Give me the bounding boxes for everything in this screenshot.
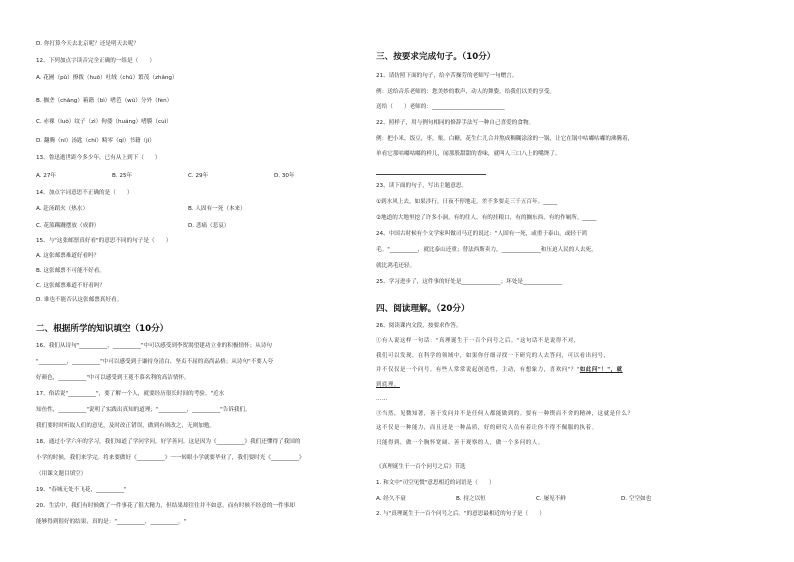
passage-p1-line-1: ①有人说这样一句话："真理诞生于一百个问号之后。"这句话不是说得不对， bbox=[376, 338, 580, 344]
q13-option-c: C. 29年 bbox=[188, 173, 209, 179]
q14-option-a: A. 赴汤蹈火（热水） bbox=[36, 206, 89, 212]
q26-stem: 26、阅读课内文段，按要求作答。 bbox=[376, 323, 462, 329]
q24-line-2: 毛。"__________，就比泰山还重；替法西斯卖力，______________和压迫人民的人去死， bbox=[376, 247, 597, 253]
q12-option-b: B. 搁垄（chǎng）箱籍（bì）嗜芭（wù）分外（fèn） bbox=[36, 98, 173, 104]
q15-option-b: B. 这张邮票不可能不好看。 bbox=[36, 268, 105, 274]
q21-example: 例：送给音乐老师的：您美妙的歌声，动人的舞姿，给我们以美的享受。 bbox=[376, 89, 556, 95]
q22-example-line-2: 单看它那咕嘟咕嘟的样儿，闻那股甜甜的香味，就叫人三口八上的嘴馋了。 bbox=[376, 151, 561, 157]
passage-p1-line-3-underlined: 如此问"！"，就 bbox=[579, 367, 623, 373]
passage-p1-line-4: 到底理。 bbox=[376, 381, 400, 388]
q22-answer-rule bbox=[376, 174, 486, 175]
q14-option-b: B. 人固有一死（本来） bbox=[188, 206, 246, 212]
q26-sub-1-option-c: C. 屡见不鲜 bbox=[536, 496, 566, 502]
q14-stem: 14、加点字词意思不正确的是（ ） bbox=[36, 190, 133, 196]
q26-sub-2-stem: 2. 与"真理诞生于一百个问号之后。"的意思最相近的句子是（ ） bbox=[376, 511, 545, 517]
q13-option-a: A. 27年 bbox=[36, 173, 56, 179]
q13-stem: 13、鲁迅逝世距今多少年，已有从上到下（ ） bbox=[36, 155, 161, 161]
q12-stem: 12、下列加点字读音完全正确的一组是（ ） bbox=[36, 58, 155, 64]
q22-stem: 22、照样子，用与例句相同的修辞手法写一种自己喜爱的食物。 bbox=[376, 120, 535, 126]
q15-option-a: A. 这张邮票难道好看吗？ bbox=[36, 253, 100, 259]
q18-line-3: （用课文题目填空） bbox=[36, 471, 87, 477]
q15-option-d: D. 谁也不能否认这张邮票真好看。 bbox=[36, 297, 123, 303]
passage-ellipsis: …… bbox=[376, 396, 388, 402]
q12-option-d: D. 翻腾（nī）汤匙（chí）畸零（qí）书籍（jí） bbox=[36, 138, 155, 144]
q13-option-d: D. 30年 bbox=[274, 173, 295, 179]
q15-stem: 15、与"这张邮票真好看"的意思不同的句子是（ ） bbox=[36, 238, 172, 244]
q22-example-line-1: 例：把小米，饭豆，枣，栗，白糖，花生仁儿合并熬成稠糊涂涂的一锅，让它在锅中咕嘟咕嘟的沸腾着， bbox=[376, 136, 634, 142]
q18-line-2: 小学的时候，我们来学完。将来要做好《__________》一一转眼小学就要毕业了，我们要时光《__________》 bbox=[36, 455, 305, 461]
q20-line-2: 能够得到很好的结果，真的是："__________，__________。" bbox=[36, 519, 187, 525]
q15-option-c: C. 这张邮票难道不好看吗？ bbox=[36, 283, 105, 289]
q17-line-2: 知鱼性，__________"说明了实践出真知的道理；"__________，__________"告诉我们， bbox=[36, 407, 251, 413]
q25: 25、学习进步了，这件事的好处是______________；坏处是______________ bbox=[376, 279, 563, 285]
passage-p1-line-3-text: 并不仅仅是一个问号。有些人常常说起创造性，主动，有想象力，喜欢问"？" bbox=[376, 367, 580, 373]
q12-option-a: A. 花圃（pǔ）撩拨（huō）吐绒（chǔ）繁茂（zhǎng） bbox=[36, 75, 178, 81]
passage-source: 《真理诞生于一百个问号之后》节选 bbox=[376, 464, 466, 470]
q21-stem: 21、请仿照下面的句子，给辛苦操劳的老师写一句赠言。 bbox=[376, 73, 518, 79]
q24-line-3: 就比鸿毛还轻。 bbox=[376, 263, 416, 269]
q23-sentence-2: ②地道的大地里挖了许多小洞，有的往人，有的挂粮口，有的搁东西，有的作厕所。_____ bbox=[376, 215, 597, 221]
section-3-heading: 三、按要求完成句子。（10分） bbox=[376, 52, 496, 62]
q17-line-3: 我们要时时听取人们的意见，及时改正错误，做到有则改之，无则加勉。 bbox=[36, 423, 216, 429]
section-2-heading: 二、根据所学的知识填空（10分） bbox=[36, 324, 169, 334]
q11-option-d: D. 你打算今天去北京呢？还是明天去呢？ bbox=[36, 41, 139, 47]
q20-line-1: 20、生活中，我们有时候做了一件事花了很大精力，但结果却往往并不如意，而有时候不经意的一件事却 bbox=[36, 503, 295, 509]
q26-sub-1-option-d: D. 空空如也 bbox=[621, 496, 652, 502]
q23-sentence-1: ①到水风上去，如果涉行，日夜不停地走，差不多要走三千五百年。_____ bbox=[376, 199, 558, 205]
q26-sub-1-option-a: A. 经久不衰 bbox=[376, 496, 406, 502]
reading-passage bbox=[376, 334, 762, 450]
passage-p2-line-1: ③当然，见微知著，善于发问并不是任何人都能做到的。要有一种锲而不舍的精神，这就是什么？ bbox=[376, 410, 634, 417]
q13-option-b: B. 25年 bbox=[112, 173, 133, 179]
q21-answer-line: 送给（ ）老师的：__________________________ bbox=[376, 104, 505, 110]
q26-sub-1-stem: 1. 和文中"司空见惯"意思相近的词语是（ ） bbox=[376, 480, 495, 486]
q16-line-2: "__________，__________"中可以感受到于谦持身清白、坚贞不屈的高尚品格；从诗句"不要人夸 bbox=[36, 359, 274, 365]
passage-p2-line-3: 只能得到，做一个胸怀宽阔、善于观察的人，做一个多问的人。 bbox=[376, 439, 544, 446]
passage-p1-line-2: 我们可以发现，在科学的领域中，如果你仔细寻找一下研究的人去答问，可以看出问号， bbox=[376, 352, 610, 359]
q14-option-c: C. 花篮蹒跚摆放（成群） bbox=[36, 223, 100, 229]
q16-line-1: 16、我们从诗句"__________，__________"中可以感受到李贺渴望建功立业的积极情怀；从诗句 bbox=[36, 343, 273, 349]
q17-line-1: 17、俗话说"__________"，要了解一个人，就要经历很长时间的考验。"近水 bbox=[36, 391, 225, 397]
q26-sub-1-option-b: B. 持之以恒 bbox=[456, 496, 486, 502]
q12-option-c: C. 赤裸（luǒ）纹子（zì）佝偻（huáng）嗜膜（cuì） bbox=[36, 119, 172, 125]
passage-p2-line-2: 这不仅是一种能力，而且还是一种品质，好的研究人员有着让你不得不佩服的执着。 bbox=[376, 425, 598, 431]
passage-p1-line-3 bbox=[376, 363, 762, 378]
q18-line-1: 18、通过小学六年的学习，我们知道了学问学问，好学善问。这是因为《__________》我们还懂得了我国的 bbox=[36, 439, 301, 445]
q24-line-1: 24、中国古时候有个文学家叫做司马迁的说过："人固有一死，或重于泰山，或轻于鸿 bbox=[376, 231, 588, 237]
section-4-heading: 四、阅读理解。（20分） bbox=[376, 304, 470, 314]
q19: 19、"春城无处不飞花，__________" bbox=[36, 487, 127, 493]
q16-line-3: 好颜色，__________"中可以感受到王冕不慕名利的高洁情怀。 bbox=[36, 375, 190, 381]
q23-stem: 23、读下面的句子，写出主题意思。 bbox=[376, 183, 468, 189]
q14-option-d: D. 悲痛（悲哀） bbox=[188, 223, 230, 229]
